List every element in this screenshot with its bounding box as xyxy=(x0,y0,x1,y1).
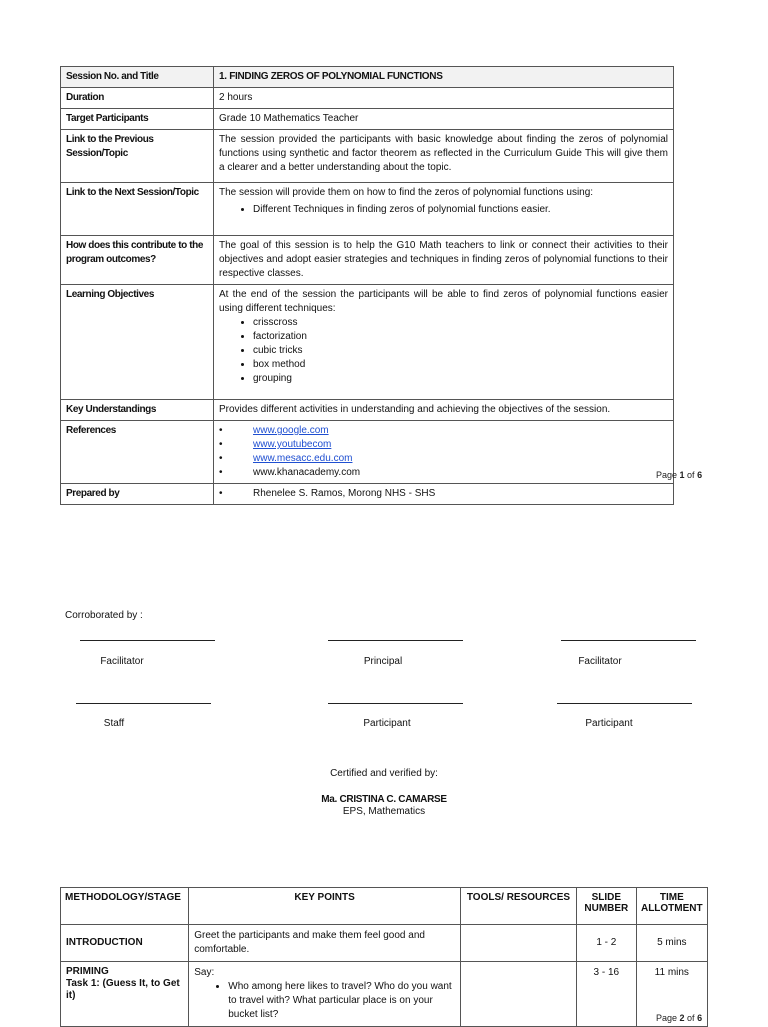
table-row xyxy=(61,109,674,130)
table-row xyxy=(61,130,674,183)
page-total: 6 xyxy=(697,470,703,480)
keypoints-cell: Greet the participants and make them feel good and comfortable. xyxy=(189,925,461,962)
table-header-row xyxy=(61,888,708,925)
row-value: The session provided the participants with basic knowledge about finding the zeros of polynomial functions using synthetic and factor theorem as reflected in the Curriculum Guide This will give them a clearer and a better understanding about the topic. xyxy=(214,130,674,183)
column-header: SLIDE NUMBER xyxy=(577,888,637,925)
table-row xyxy=(61,925,708,962)
signature-line xyxy=(80,640,215,641)
row-label: Link to the Next Session/Topic xyxy=(61,183,214,236)
corroborated-label: Corroborated by : xyxy=(65,610,143,621)
signatory-role: Participant xyxy=(585,718,633,729)
page-prefix: Page xyxy=(656,1013,680,1023)
methodology-table xyxy=(60,887,708,1027)
say-label: Say: xyxy=(194,967,215,978)
list-item: • Who among here likes to travel? Who do you want to travel with? What particular place is on your bucket list? xyxy=(228,980,455,1022)
reference-text: www.khanacademy.com xyxy=(253,467,361,478)
table-row xyxy=(61,421,674,484)
column-header: METHODOLOGY/STAGE xyxy=(61,888,189,925)
column-header: KEY POINTS xyxy=(189,888,461,925)
column-header: TIME ALLOTMENT xyxy=(636,888,707,925)
list-item: • cubic tricks xyxy=(253,344,668,358)
reference-link[interactable]: www.google.com xyxy=(253,425,329,436)
bullet-dot: • xyxy=(219,488,223,499)
references-list xyxy=(214,421,674,484)
column-header: TOOLS/ RESOURCES xyxy=(460,888,576,925)
row-label: How does this contribute to the program outcomes? xyxy=(61,236,214,285)
table-row xyxy=(61,400,674,421)
signature-line xyxy=(328,640,463,641)
bullet-dot: • xyxy=(219,467,223,478)
list-item: • box method xyxy=(253,358,668,372)
row-value: Provides different activities in understanding and achieving the objectives of the session. xyxy=(214,400,674,421)
page-number xyxy=(656,470,702,480)
bullet-list xyxy=(194,980,455,1022)
table-row xyxy=(61,67,674,88)
signature-line xyxy=(561,640,696,641)
page-prefix: Page xyxy=(656,470,680,480)
row-value: The session will provide them on how to find the zeros of polynomial functions using: xyxy=(219,187,594,198)
stage-cell: INTRODUCTION xyxy=(61,925,189,962)
session-title: 1. FINDING ZEROS OF POLYNOMIAL FUNCTIONS xyxy=(214,67,674,88)
list-item: • factorization xyxy=(253,330,668,344)
preparer-name: Rhenelee S. Ramos, Morong NHS - SHS xyxy=(253,488,436,499)
certified-label: Certified and verified by: xyxy=(330,768,438,779)
page-current: 2 xyxy=(679,1013,685,1023)
session-info-table xyxy=(60,66,674,505)
task-name: Task 1: (Guess It, to Get it) xyxy=(66,978,180,1001)
stage-name: PRIMING xyxy=(66,966,109,977)
signatory-role: Staff xyxy=(103,718,125,729)
reference-link[interactable]: www.youtubecom xyxy=(253,439,332,450)
bullet-list xyxy=(219,316,668,386)
tools-cell xyxy=(460,962,576,1027)
page-of: of xyxy=(684,470,698,480)
stage-cell xyxy=(61,962,189,1027)
table-row xyxy=(61,236,674,285)
row-label: References xyxy=(61,421,214,484)
row-label: Learning Objectives xyxy=(61,285,214,400)
bullet-dot: • xyxy=(219,439,223,450)
table-row xyxy=(61,88,674,109)
signatory-role: Facilitator xyxy=(100,656,144,667)
row-label: Link to the Previous Session/Topic xyxy=(61,130,214,183)
verifier-name: Ma. CRISTINA C. CAMARSE xyxy=(321,794,447,805)
row-label: Prepared by xyxy=(61,484,214,505)
signatory-role: Facilitator xyxy=(578,656,622,667)
table-row xyxy=(61,484,674,505)
signature-line xyxy=(557,703,692,704)
tools-cell xyxy=(460,925,576,962)
row-value: At the end of the session the participants will be able to find zeros of polynomial functions easier using different techniques: xyxy=(219,289,668,314)
table-row xyxy=(61,285,674,400)
row-value: Grade 10 Mathematics Teacher xyxy=(214,109,674,130)
signatory-role: Principal xyxy=(363,656,403,667)
row-label: Duration xyxy=(61,88,214,109)
page-number xyxy=(656,1013,702,1023)
slide-cell: 3 - 16 xyxy=(577,962,637,1027)
slide-cell: 1 - 2 xyxy=(577,925,637,962)
keypoints-cell xyxy=(189,962,461,1027)
row-label: Target Participants xyxy=(61,109,214,130)
row-value-group xyxy=(214,183,674,236)
table-row xyxy=(61,183,674,236)
page-current: 1 xyxy=(679,470,685,480)
time-cell: 11 mins xyxy=(636,962,707,1027)
bullet-list xyxy=(219,203,668,217)
row-value: 2 hours xyxy=(214,88,674,109)
signature-line xyxy=(328,703,463,704)
bullet-dot: • xyxy=(219,453,223,464)
bullet-dot: • xyxy=(219,425,223,436)
row-label: Key Understandings xyxy=(61,400,214,421)
row-value-group xyxy=(214,484,674,505)
list-item: • Different Techniques in finding zeros of polynomial functions easier. xyxy=(253,203,668,217)
list-item: • crisscross xyxy=(253,316,668,330)
signature-line xyxy=(76,703,211,704)
row-value-group xyxy=(214,285,674,400)
signatory-role: Participant xyxy=(363,718,411,729)
row-value: The goal of this session is to help the G10 Math teachers to link or connect their activities to their objectives and adopt easier strategies and techniques in finding zeros of polynomial functions to their respective classes. xyxy=(214,236,674,285)
page-total: 6 xyxy=(697,1013,703,1023)
time-cell: 5 mins xyxy=(636,925,707,962)
row-label: Session No. and Title xyxy=(61,67,214,88)
list-item: • grouping xyxy=(253,372,668,386)
verifier-title: EPS, Mathematics xyxy=(342,806,426,817)
reference-link[interactable]: www.mesacc.edu.com xyxy=(253,453,353,464)
page-of: of xyxy=(684,1013,698,1023)
table-row xyxy=(61,962,708,1027)
